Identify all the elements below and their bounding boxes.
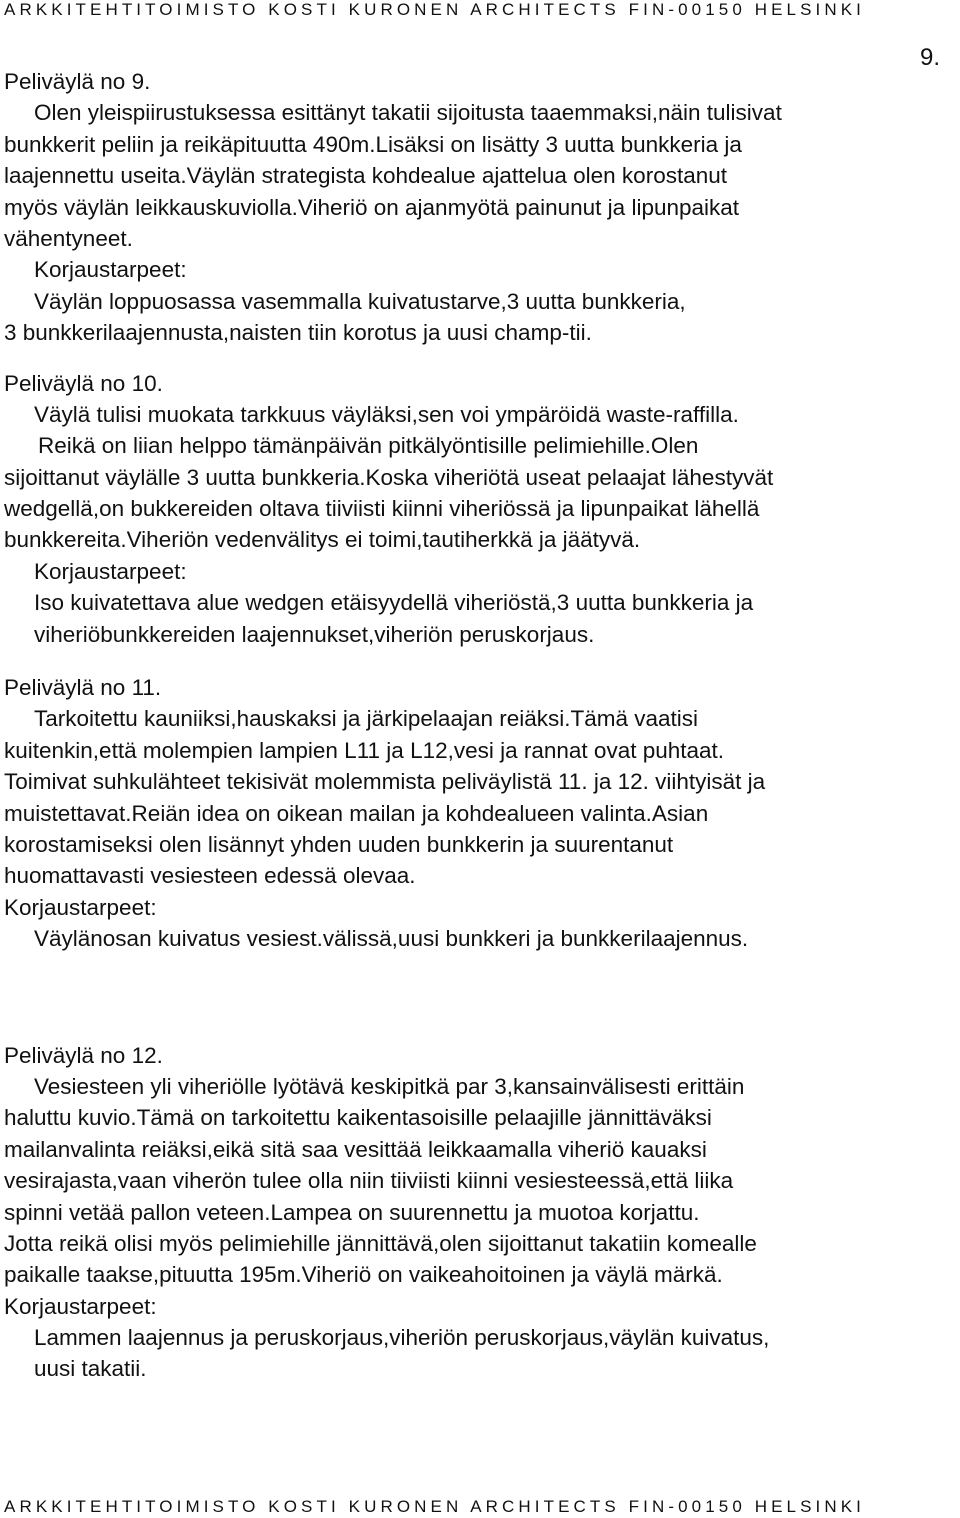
repair-line: Lammen laajennus ja peruskorjaus,viheriön peruskorjaus,väylän kuivatus, bbox=[34, 1325, 770, 1351]
text-line: haluttu kuvio.Tämä on tarkoitettu kaikentasoisille pelaajille jännittäväksi bbox=[4, 1105, 712, 1131]
section-hole-10 bbox=[4, 368, 954, 651]
repair-needs-label: Korjaustarpeet: bbox=[4, 894, 157, 920]
text-line: Reikä on liian helppo tämänpäivän pitkälyöntisille pelimiehille.Olen bbox=[38, 433, 699, 459]
text-line: kuitenkin,että molempien lampien L11 ja L12,vesi ja rannat ovat puhtaat. bbox=[4, 737, 725, 763]
section-hole-11 bbox=[4, 672, 954, 955]
office-footer: ARKKITEHTITOIMISTO KOSTI KURONEN ARCHITECTS FIN-00150 HELSINKI bbox=[4, 1497, 865, 1516]
text-line: muistettavat.Reiän idea on oikean mailan ja kohdealueen valinta.Asian bbox=[4, 800, 709, 826]
document-body bbox=[4, 66, 954, 1385]
text-line: Tarkoitettu kauniiksi,hauskaksi ja järkipelaajan reiäksi.Tämä vaatisi bbox=[34, 706, 699, 732]
text-line: Olen yleispiirustuksessa esittänyt takatii sijoitusta taaemmaksi,näin tulisivat bbox=[34, 100, 782, 126]
page-number: 9. bbox=[919, 44, 940, 71]
text-line: Toimivat suhkulähteet tekisivät molemmista peliväylistä 11. ja 12. viihtyisät ja bbox=[4, 769, 766, 795]
text-line: laajennettu useita.Väylän strategista kohdealue ajattelua olen korostanut bbox=[4, 163, 727, 189]
text-line: vesirajasta,vaan viherön tulee olla niin tiiviisti kiinni vesiesteessä,että liika bbox=[4, 1168, 734, 1194]
section-title: Peliväylä no 10. bbox=[4, 370, 163, 396]
section-hole-9 bbox=[4, 66, 954, 349]
repair-needs-label: Korjaustarpeet: bbox=[34, 257, 187, 283]
repair-line: Väylänosan kuivatus vesiest.välissä,uusi bunkkeri ja bunkkerilaajennus. bbox=[34, 926, 749, 952]
section-title: Peliväylä no 9. bbox=[4, 69, 151, 94]
repair-line: uusi takatii. bbox=[34, 1356, 147, 1382]
repair-line: Väylän loppuosassa vasemmalla kuivatustarve,3 uutta bunkkeria, bbox=[34, 288, 686, 314]
text-line: spinni vetää pallon veteen.Lampea on suurennettu ja muotoa korjattu. bbox=[4, 1199, 700, 1225]
text-line: wedgellä,on bukkereiden oltava tiiviisti kiinni viheriössä ja lipunpaikat lähellä bbox=[4, 496, 760, 522]
repair-needs-label: Korjaustarpeet: bbox=[34, 558, 187, 584]
text-line: Vesiesteen yli viheriölle lyötävä keskipitkä par 3,kansainvälisesti erittäin bbox=[34, 1073, 745, 1099]
office-header: ARKKITEHTITOIMISTO KOSTI KURONEN ARCHITECTS FIN-00150 HELSINKI bbox=[4, 0, 865, 19]
text-line: paikalle taakse,pituutta 195m.Viheriö on vaikeahoitoinen ja väylä märkä. bbox=[4, 1262, 723, 1288]
text-line: Jotta reikä olisi myös pelimiehille jännittävä,olen sijoittanut takatiin komealle bbox=[4, 1230, 757, 1256]
text-line: bunkkerit peliin ja reikäpituutta 490m.Lisäksi on lisätty 3 uutta bunkkeria ja bbox=[4, 131, 742, 157]
text-line: myös väylän leikkauskuviolla.Viheriö on ajanmyötä painunut ja lipunpaikat bbox=[4, 194, 740, 220]
repair-line: viheriöbunkkereiden laajennukset,viheriön peruskorjaus. bbox=[34, 621, 595, 647]
section-hole-12 bbox=[4, 1040, 954, 1385]
repair-needs-label: Korjaustarpeet: bbox=[4, 1293, 157, 1319]
text-line: mailanvalinta reiäksi,eikä sitä saa vesittää leikkaamalla viheriö kauaksi bbox=[4, 1136, 707, 1162]
text-line: huomattavasti vesiesteen edessä olevaa. bbox=[4, 863, 416, 889]
text-line: vähentyneet. bbox=[4, 225, 133, 251]
section-title: Peliväylä no 11. bbox=[4, 675, 162, 701]
text-line: Väylä tulisi muokata tarkkuus väyläksi,sen voi ympäröidä waste-raffilla. bbox=[34, 401, 739, 427]
text-line: bunkkereita.Viheriön vedenvälitys ei toimi,tautiherkkä ja jäätyvä. bbox=[4, 527, 641, 553]
repair-line: Iso kuivatettava alue wedgen etäisyydellä viheriöstä,3 uutta bunkkeria ja bbox=[34, 590, 754, 616]
section-title: Peliväylä no 12. bbox=[4, 1042, 163, 1068]
text-line: sijoittanut väylälle 3 uutta bunkkeria.Koska viheriötä useat pelaajat lähestyvät bbox=[4, 464, 774, 490]
repair-line: 3 bunkkerilaajennusta,naisten tiin korotus ja uusi champ-tii. bbox=[4, 320, 592, 346]
text-line: korostamiseksi olen lisännyt yhden uuden bunkkerin ja suurentanut bbox=[4, 831, 674, 857]
